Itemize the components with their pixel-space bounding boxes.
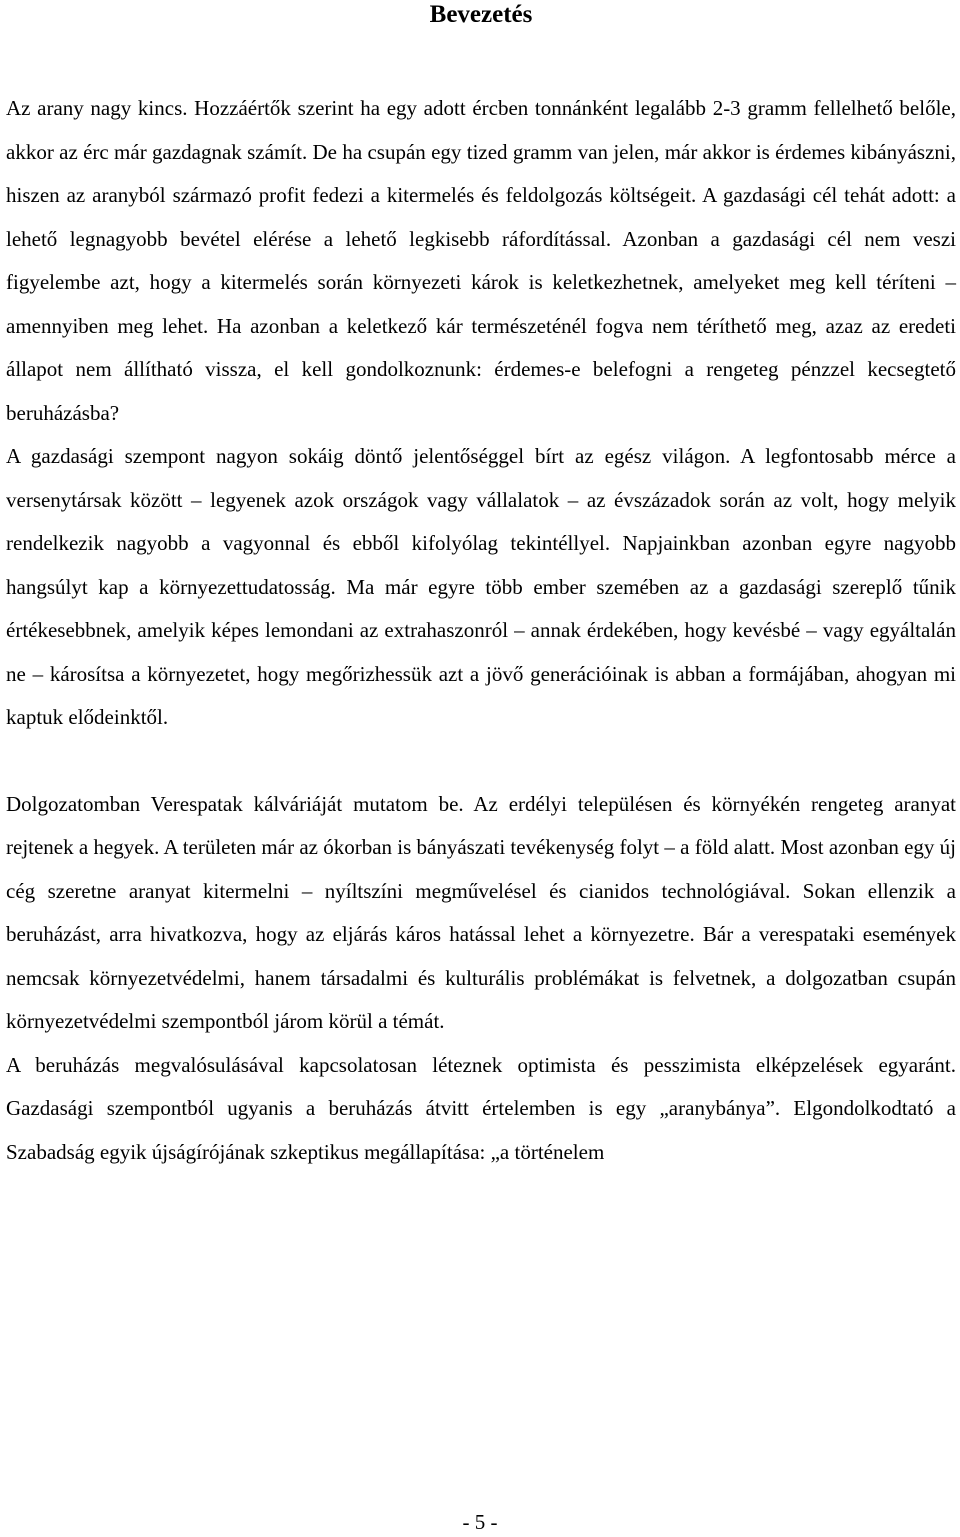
paragraph-investment: A beruházás megvalósulásával kapcsolatosan léteznek optimista és pesszimista elképzelések egyaránt. Gazdasági szempontból ugyanis a beruházás átvitt értelemben is egy „aranybánya”. Elgondolkodtató a Szabadság egyik újságírójának szkeptikus megállapítása: „a történelem — [6, 1052, 956, 1164]
paragraph-economic: A gazdasági szempont nagyon sokáig döntő jelentőséggel bírt az egész világon. A legfontosabb mérce a versenytársak között – legyenek azok országok vagy vállalatok – az évszázadok során az volt, hogy melyik rendelkezik nagyobb a vagyonnal és ebből kifolyólag tekintéllyel. Napjainkban azonban egyre nagyobb hangsúlyt kap a környezettudatosság. Ma már egyre több ember szemében az a gazdasági szereplő tűnik értékesebbnek, amelyik képes lemondani az extrahaszonról – annak érdekében, hogy kevésbé – vagy egyáltalán ne – károsítsa a környezetet, hogy megőrizhessük azt a jövő generációinak is abban a formájában, ahogyan mi kaptuk elődeinktől. — [6, 444, 956, 729]
page-number: - 5 - — [462, 1510, 498, 1534]
document-title: Bevezetés — [429, 1, 533, 28]
paragraph-verespatak: Dolgozatomban Verespatak kálváriáját mutatom be. Az erdélyi településen és környékén rengeteg aranyat rejtenek a hegyek. A területen már az ókorban is bányászati tevékenység folyt – a föld alatt. Most azonban egy új cég szeretne aranyat kitermelni – nyíltszíni megművelésel és cianidos technológiával. Sokan ellenzik a beruházást, arra hivatkozva, hogy az eljárás káros hatással lehet a környezetre. Bár a verespataki események nemcsak környezetvédelmi, hanem társadalmi és kulturális problémákat is felvetnek, a dolgozatban csupán környezetvédelmi szempontból járom körül a témát. — [6, 791, 956, 1033]
paragraph-intro: Az arany nagy kincs. Hozzáértők szerint ha egy adott ércben tonnánként legalább 2-3 gramm fellelhető belőle, akkor az érc már gazdagnak számít. De ha csupán egy tized gramm van jelen, már akkor is érdemes kibányászni, hiszen az aranyból származó profit fedezi a kitermelés és feldolgozás költségeit. A gazdasági cél tehát adott: a lehető legnagyobb bevétel elérése a lehető legkisebb ráfordítással. Azonban a gazdasági cél nem veszi figyelembe azt, hogy a kitermelés során környezeti károk is keletkezhetnek, amelyeket meg kell téríteni – amennyiben meg lehet. Ha azonban a keletkező kár természeténél fogva nem téríthető meg, azaz az eredeti állapot nem állítható vissza, el kell gondolkoznunk: érdemes-e belefogni a rengeteg pénzzel kecsegtető beruházásba? — [6, 96, 956, 425]
document-page — [6, 0, 956, 1174]
